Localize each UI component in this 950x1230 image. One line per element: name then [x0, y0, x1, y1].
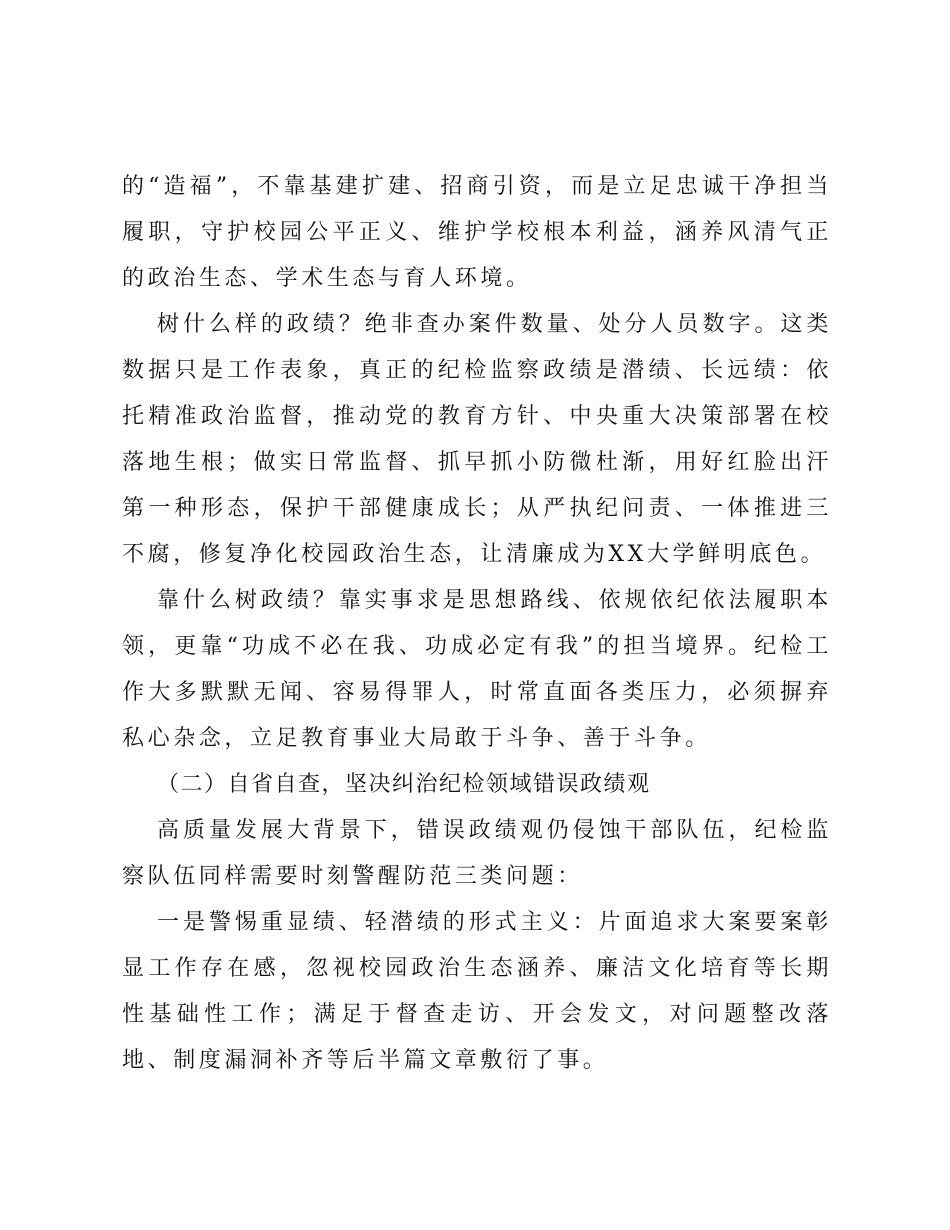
paragraph-intro-problems: 高质量发展大背景下，错误政绩观仍侵蚀干部队伍，纪检监察队伍同样需要时刻警醒防范三类问题： — [122, 818, 832, 889]
section-heading: （二）自省自查，坚决纠治纪检领域错误政绩观 — [157, 772, 651, 797]
paragraph-problem-one: 一是警惕重显绩、轻潜绩的形式主义：片面追求大案要案彰显工作存在感，忽视校园政治生态涵养、廉洁文化培育等长期性基础性工作；满足于督查走访、开会发文，对问题整改落地、制度漏洞补齐等后半篇文章敷衍了事。 — [122, 910, 832, 1073]
document-body — [122, 164, 832, 1084]
paragraph-how-achievements: 靠什么树政绩？靠实事求是思想路线、依规依纪依法履职本领，更靠“功成不必在我、功成必定有我”的担当境界。纪检工作大多默默无闻、容易得罪人，时常直面各类压力，必须摒弃私心杂念，立足教育事业大局敢于斗争、善于斗争。 — [122, 588, 832, 751]
paragraph-what-achievements: 树什么样的政绩？绝非查办案件数量、处分人员数字。这类数据只是工作表象，真正的纪检监察政绩是潜绩、长远绩：依托精准政治监督，推动党的教育方针、中央重大决策部署在校落地生根；做实日常监督、抓早抓小防微杜渐，用好红脸出汗第一种形态，保护干部健康成长；从严执纪问责、一体推进三不腐，修复净化校园政治生态，让清廉成为XX大学鲜明底色。 — [122, 312, 832, 567]
paragraph-continuation: 的“造福”，不靠基建扩建、招商引资，而是立足忠诚干净担当履职，守护校园公平正义、维护学校根本利益，涵养风清气正的政治生态、学术生态与育人环境。 — [122, 174, 832, 291]
